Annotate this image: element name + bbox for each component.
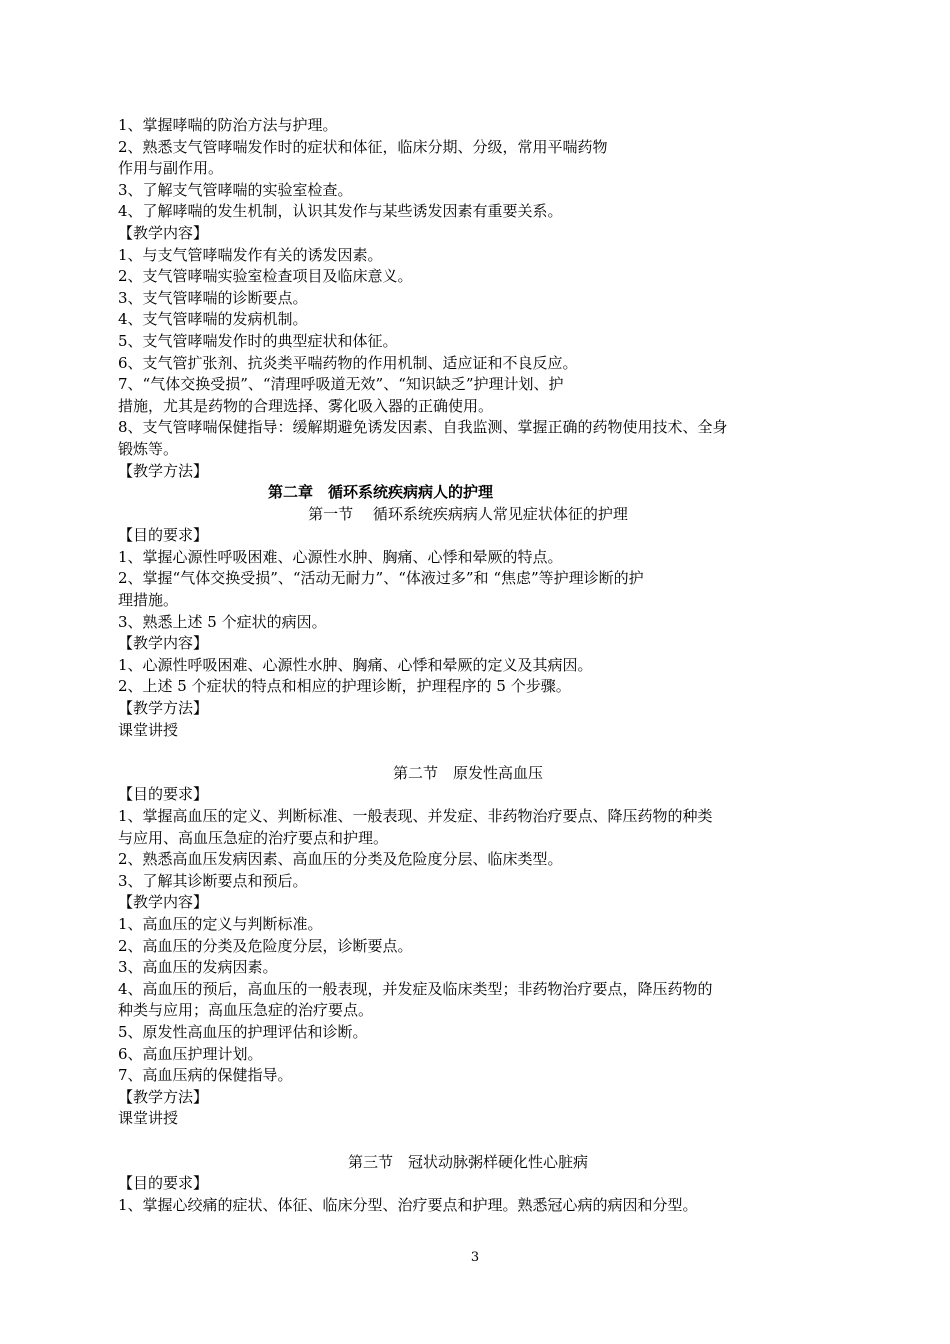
- page-number: 3: [470, 1250, 480, 1265]
- text-line: 【教学内容】: [118, 893, 209, 912]
- text-line: 2、高血压的分类及危险度分层，诊断要点。: [118, 936, 413, 955]
- text-line: 【目的要求】: [118, 1174, 209, 1193]
- text-line: 4、高血压的预后，高血压的一般表现，并发症及临床类型；非药物治疗要点，降压药物的: [118, 979, 713, 998]
- text-line: 2、掌握“气体交换受损”、“活动无耐力”、“体液过多”和 “焦虑”等护理诊断的护: [118, 569, 644, 588]
- text-line: 7、“气体交换受损”、“清理呼吸道无效”、“知识缺乏”护理计划、护: [118, 375, 564, 394]
- text-line: 3、了解支气管哮喘的实验室检查。: [118, 180, 353, 199]
- text-line: 【教学方法】: [118, 461, 209, 480]
- text-line: 锻炼等。: [118, 439, 179, 458]
- text-line: 【目的要求】: [118, 526, 209, 545]
- text-line: 1、与支气管哮喘发作有关的诱发因素。: [118, 245, 383, 264]
- text-line: 2、支气管哮喘实验室检查项目及临床意义。: [118, 267, 413, 286]
- text-line: 1、掌握心源性呼吸困难、心源性水肿、胸痛、心悸和晕厥的特点。: [118, 547, 563, 566]
- spacer: [118, 1130, 818, 1152]
- section-2-title: 第二节 原发性高血压: [392, 763, 543, 782]
- chapter-title: 第二章 循环系统疾病病人的护理: [268, 483, 494, 502]
- text-line: 4、了解哮喘的发生机制，认识其发作与某些诱发因素有重要关系。: [118, 202, 563, 221]
- text-line: 6、支气管扩张剂、抗炎类平喘药物的作用机制、适应证和不良反应。: [118, 353, 578, 372]
- text-line: 4、支气管哮喘的发病机制。: [118, 310, 308, 329]
- text-line: 2、熟悉高血压发病因素、高血压的分类及危险度分层、临床类型。: [118, 850, 563, 869]
- text-line: 8、支气管哮喘保健指导：缓解期避免诱发因素、自我监测、掌握正确的药物使用技术、全身: [118, 418, 728, 437]
- text-line: 课堂讲授: [118, 720, 179, 739]
- asthma-objectives-block: [118, 115, 818, 482]
- text-line: 与应用、高血压急症的治疗要点和护理。: [118, 828, 389, 847]
- text-line: 2、上述 5 个症状的特点和相应的护理诊断，护理程序的 5 个步骤。: [118, 677, 571, 696]
- text-line: 措施，尤其是药物的合理选择、雾化吸入器的正确使用。: [118, 396, 494, 415]
- text-line: 3、高血压的发病因素。: [118, 958, 278, 977]
- text-line: 1、高血压的定义与判断标准。: [118, 914, 323, 933]
- text-line: 理措施。: [118, 591, 179, 610]
- text-line: 3、了解其诊断要点和预后。: [118, 871, 308, 890]
- text-line: 【教学方法】: [118, 699, 209, 718]
- text-line: 1、掌握心绞痛的症状、体征、临床分型、治疗要点和护理。熟悉冠心病的病因和分型。: [118, 1195, 698, 1214]
- text-line: 作用与副作用。: [118, 159, 224, 178]
- text-line: 种类与应用；高血压急症的治疗要点。: [118, 1001, 374, 1020]
- section-1-title: 第一节 循环系统疾病病人常见症状体征的护理: [308, 504, 628, 523]
- text-line: 3、熟悉上述 5 个症状的病因。: [118, 612, 327, 631]
- text-line: 【教学内容】: [118, 223, 209, 242]
- text-line: 3、支气管哮喘的诊断要点。: [118, 288, 308, 307]
- text-line: 5、支气管哮喘发作时的典型症状和体征。: [118, 331, 398, 350]
- text-line: 2、熟悉支气管哮喘发作时的症状和体征，临床分期、分级，常用平喘药物: [118, 137, 608, 156]
- text-line: 7、高血压病的保健指导。: [118, 1066, 293, 1085]
- text-line: 1、掌握高血压的定义、判断标准、一般表现、并发症、非药物治疗要点、降压药物的种类: [118, 807, 713, 825]
- text-line: 1、掌握哮喘的防治方法与护理。: [118, 116, 338, 134]
- section-3-block: [118, 1173, 818, 1216]
- text-line: 6、高血压护理计划。: [118, 1044, 263, 1063]
- section-3-title: 第三节 冠状动脉粥样硬化性心脏病: [347, 1152, 588, 1171]
- text-line: 1、心源性呼吸困难、心源性水肿、胸痛、心悸和晕厥的定义及其病因。: [118, 655, 593, 674]
- text-line: 【教学内容】: [118, 634, 209, 653]
- text-line: 5、原发性高血压的护理评估和诊断。: [118, 1022, 368, 1041]
- text-line: 【目的要求】: [118, 785, 209, 804]
- document-body: [118, 115, 818, 1216]
- text-line: 课堂讲授: [118, 1109, 179, 1128]
- section-2-block: [118, 784, 818, 1130]
- text-line: 【教学方法】: [118, 1087, 209, 1106]
- spacer: [118, 741, 818, 763]
- section-1-block: [118, 525, 818, 741]
